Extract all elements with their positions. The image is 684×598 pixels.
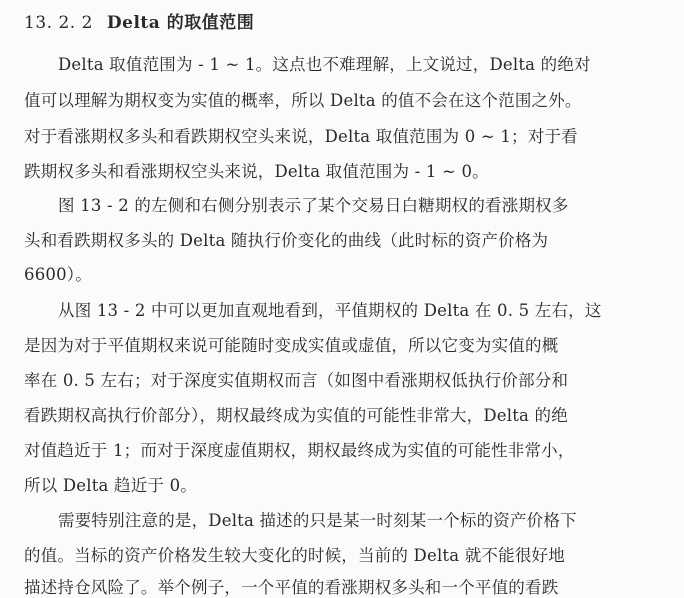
section-number: 13. 2. 2 <box>24 13 93 33</box>
text-line: 需要特别注意的是，Delta 描述的只是某一时刻某一个标的资产价格下 <box>58 511 577 530</box>
text-line: 对于看涨期权多头和看跌期权空头来说，Delta 取值范围为 0 ~ 1；对于看 <box>24 127 578 146</box>
text-line: 6600）。 <box>24 265 92 284</box>
text-line: 是因为对于平值期权来说可能随时变成实值或虚值，所以它变为实值的概 <box>24 336 559 355</box>
text-line: 从图 13 - 2 中可以更加直观地看到，平值期权的 Delta 在 0. 5 左右，这 <box>58 301 602 320</box>
text-line: 头和看跌期权多头的 Delta 随执行价变化的曲线（此时标的资产价格为 <box>24 231 549 250</box>
text-line: 对值趋近于 1；而对于深度虚值期权，期权最终成为实值的可能性非常小， <box>24 441 575 460</box>
text-line: 图 13 - 2 的左侧和右侧分别表示了某个交易日白糖期权的看涨期权多 <box>58 196 569 215</box>
text-line: 率在 0. 5 左右；对于深度实值期权而言（如图中看涨期权低执行价部分和 <box>24 371 569 390</box>
text-line: 值可以理解为期权变为实值的概率，所以 Delta 的值不会在这个范围之外。 <box>24 91 582 110</box>
section-heading <box>24 8 254 33</box>
text-line: Delta 取值范围为 - 1 ~ 1。这点也不难理解，上文说过，Delta 的绝对 <box>58 55 591 74</box>
section-title: Delta 的取值范围 <box>106 13 255 33</box>
text-line: 的值。当标的资产价格发生较大变化的时候，当前的 Delta 就不能很好地 <box>24 546 565 565</box>
text-line: 描述持仓风险了。举个例子，一个平值的看涨期权多头和一个平值的看跌 <box>24 578 559 597</box>
text-line: 跌期权多头和看涨期权空头来说，Delta 取值范围为 - 1 ~ 0。 <box>24 162 489 181</box>
text-line: 所以 Delta 趋近于 0。 <box>24 476 197 495</box>
text-line: 看跌期权高执行价部分），期权最终成为实值的可能性非常大，Delta 的绝 <box>24 406 568 425</box>
